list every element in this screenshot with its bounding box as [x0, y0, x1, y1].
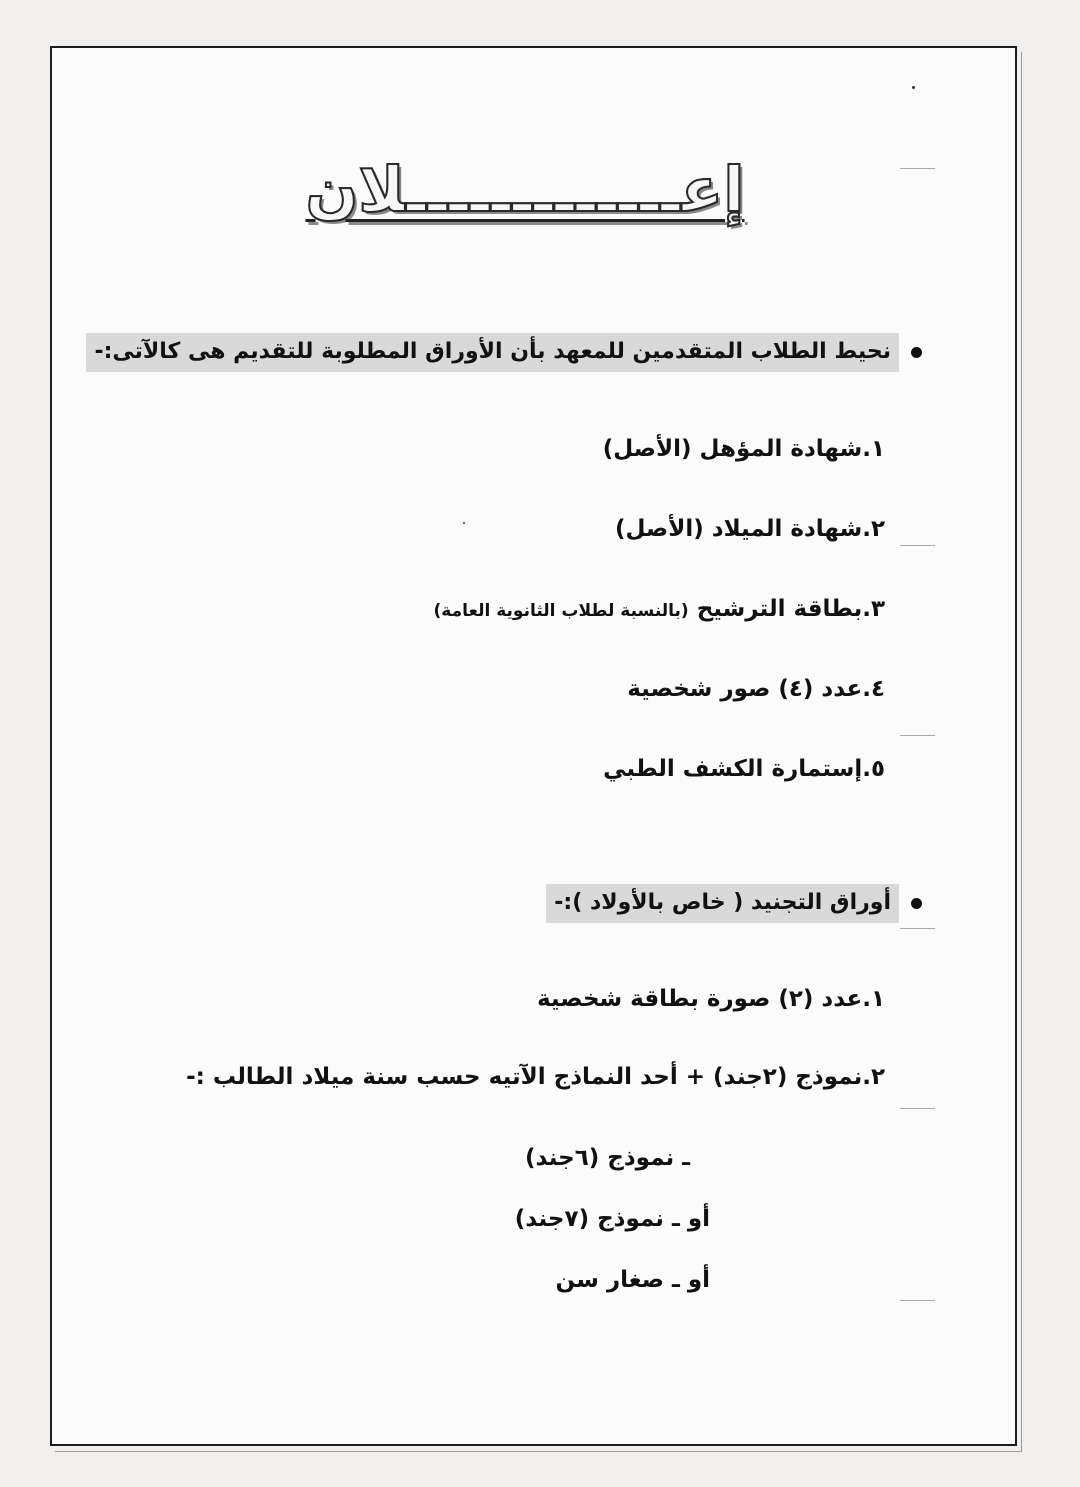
section2-heading: أوراق التجنيد ( خاص بالأولاد ):- — [546, 884, 899, 923]
required-doc-label: ١.شهادة المؤهل (الأصل) — [602, 436, 885, 462]
section2-heading-line — [546, 884, 922, 923]
required-doc-item — [434, 596, 885, 622]
section1-heading: نحيط الطلاب المتقدمين للمعهد بأن الأوراق المطلوبة للتقديم هى كالآتى:- — [86, 333, 899, 372]
margin-mark — [900, 168, 935, 169]
required-doc-label: ٣.بطاقة الترشيح — [688, 596, 885, 622]
scan-speck — [463, 522, 465, 524]
required-doc-item — [615, 516, 885, 542]
military-doc-item — [537, 986, 885, 1012]
page-frame — [50, 46, 1017, 1446]
required-doc-label: ٥.إستمارة الكشف الطبي — [603, 756, 885, 782]
military-doc-item — [186, 1064, 885, 1090]
military-doc-label: ١.عدد (٢) صورة بطاقة شخصية — [536, 986, 885, 1012]
margin-mark — [900, 928, 935, 929]
bullet-icon — [911, 347, 922, 358]
margin-mark — [900, 1108, 935, 1109]
form-option-label: أو ـ نموذج (٧جند) — [514, 1206, 710, 1232]
announcement-title — [200, 150, 850, 230]
required-doc-item — [603, 756, 885, 782]
margin-mark — [900, 735, 935, 736]
announcement-title-text: إعـــــــــــــلان — [305, 153, 745, 226]
margin-mark — [900, 545, 935, 546]
form-option-label: أو ـ صغار سن — [555, 1267, 710, 1293]
section1-heading-line — [86, 333, 922, 372]
form-option-label: ـ نموذج (٦جند) — [524, 1145, 690, 1171]
margin-mark — [900, 1300, 935, 1301]
military-doc-label: ٢.نموذج (٢جند) + أحد النماذج الآتيه حسب سنة ميلاد الطالب :- — [186, 1064, 885, 1090]
scan-speck — [912, 86, 915, 89]
required-doc-item — [627, 676, 885, 702]
form-option — [556, 1267, 710, 1293]
bullet-icon — [911, 898, 922, 909]
form-option — [515, 1206, 710, 1232]
form-option — [525, 1145, 690, 1171]
required-doc-label: ٤.عدد (٤) صور شخصية — [627, 676, 885, 702]
required-doc-item — [603, 436, 885, 462]
required-doc-label: ٢.شهادة الميلاد (الأصل) — [614, 516, 885, 542]
required-doc-note: (بالنسبة لطلاب الثانوية العامة) — [433, 601, 689, 621]
